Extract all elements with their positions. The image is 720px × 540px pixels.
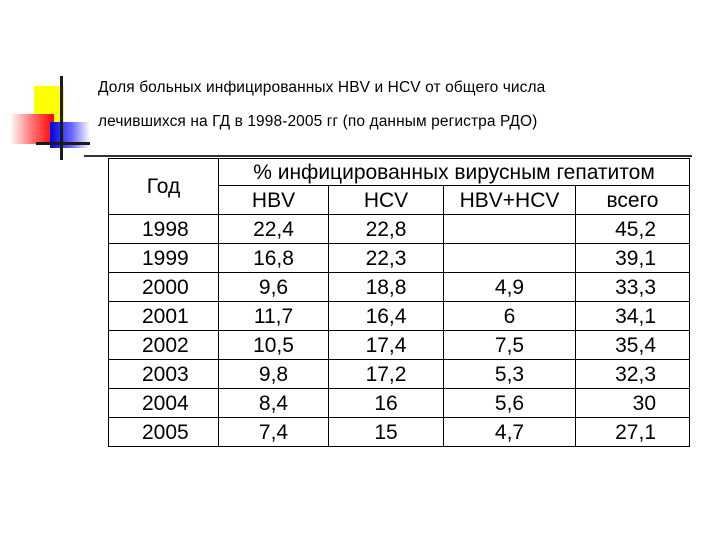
table-row — [109, 360, 690, 389]
cell-hbv-hcv — [444, 215, 576, 244]
cell-total: 39,1 — [576, 244, 690, 273]
cell-hbv-hcv: 4,7 — [444, 418, 576, 447]
cell-hbv: 22,4 — [219, 215, 329, 244]
table-row — [109, 302, 690, 331]
cell-hbv: 10,5 — [219, 331, 329, 360]
cell-hbv-hcv: 5,6 — [444, 389, 576, 418]
column-header-hbv-hcv: HBV+HCV — [444, 186, 576, 215]
cell-hcv: 22,8 — [329, 215, 444, 244]
cell-hcv: 16 — [329, 389, 444, 418]
year-column-header: Год — [109, 159, 219, 215]
slide-title-line-1: Доля больных инфицированных HBV и HCV от общего числа — [98, 79, 546, 96]
column-header-hcv: HCV — [329, 186, 444, 215]
table-row — [109, 418, 690, 447]
cell-hcv: 18,8 — [329, 273, 444, 302]
cell-hbv: 16,8 — [219, 244, 329, 273]
table-row — [109, 389, 690, 418]
cell-total: 35,4 — [576, 331, 690, 360]
slide-title-line-2: лечившихся на ГД в 1998-2005 гг (по данным регистра РДО) — [98, 113, 538, 130]
cell-hbv-hcv: 6 — [444, 302, 576, 331]
cell-year: 2001 — [109, 302, 219, 331]
cell-hbv: 9,6 — [219, 273, 329, 302]
cell-year: 2005 — [109, 418, 219, 447]
decor-red-bar — [10, 114, 54, 144]
cell-total: 27,1 — [576, 418, 690, 447]
hepatitis-table — [108, 158, 690, 447]
infected-group-header: % инфицированных вирусным гепатитом — [219, 159, 690, 186]
cell-total: 34,1 — [576, 302, 690, 331]
cell-hbv: 8,4 — [219, 389, 329, 418]
cell-hcv: 22,3 — [329, 244, 444, 273]
title-separator — [84, 155, 692, 157]
cell-year: 2004 — [109, 389, 219, 418]
cell-hbv-hcv — [444, 244, 576, 273]
cell-hbv-hcv: 5,3 — [444, 360, 576, 389]
cell-year: 2002 — [109, 331, 219, 360]
table-row — [109, 331, 690, 360]
cell-hcv: 15 — [329, 418, 444, 447]
cell-hbv: 9,8 — [219, 360, 329, 389]
cell-year: 1998 — [109, 215, 219, 244]
decor-vertical-line — [60, 76, 63, 160]
cell-total: 33,3 — [576, 273, 690, 302]
cell-hbv-hcv: 7,5 — [444, 331, 576, 360]
cell-year: 2000 — [109, 273, 219, 302]
cell-hcv: 17,4 — [329, 331, 444, 360]
decor-horizontal-line — [36, 142, 90, 145]
column-header-hbv: HBV — [219, 186, 329, 215]
cell-hbv-hcv: 4,9 — [444, 273, 576, 302]
cell-total: 45,2 — [576, 215, 690, 244]
cell-year: 1999 — [109, 244, 219, 273]
cell-hcv: 16,4 — [329, 302, 444, 331]
cell-year: 2003 — [109, 360, 219, 389]
table-row — [109, 244, 690, 273]
table-row — [109, 215, 690, 244]
cell-total: 30 — [576, 389, 690, 418]
table-row — [109, 273, 690, 302]
cell-hbv: 11,7 — [219, 302, 329, 331]
column-header-total: всего — [576, 186, 690, 215]
cell-hcv: 17,2 — [329, 360, 444, 389]
cell-hbv: 7,4 — [219, 418, 329, 447]
cell-total: 32,3 — [576, 360, 690, 389]
